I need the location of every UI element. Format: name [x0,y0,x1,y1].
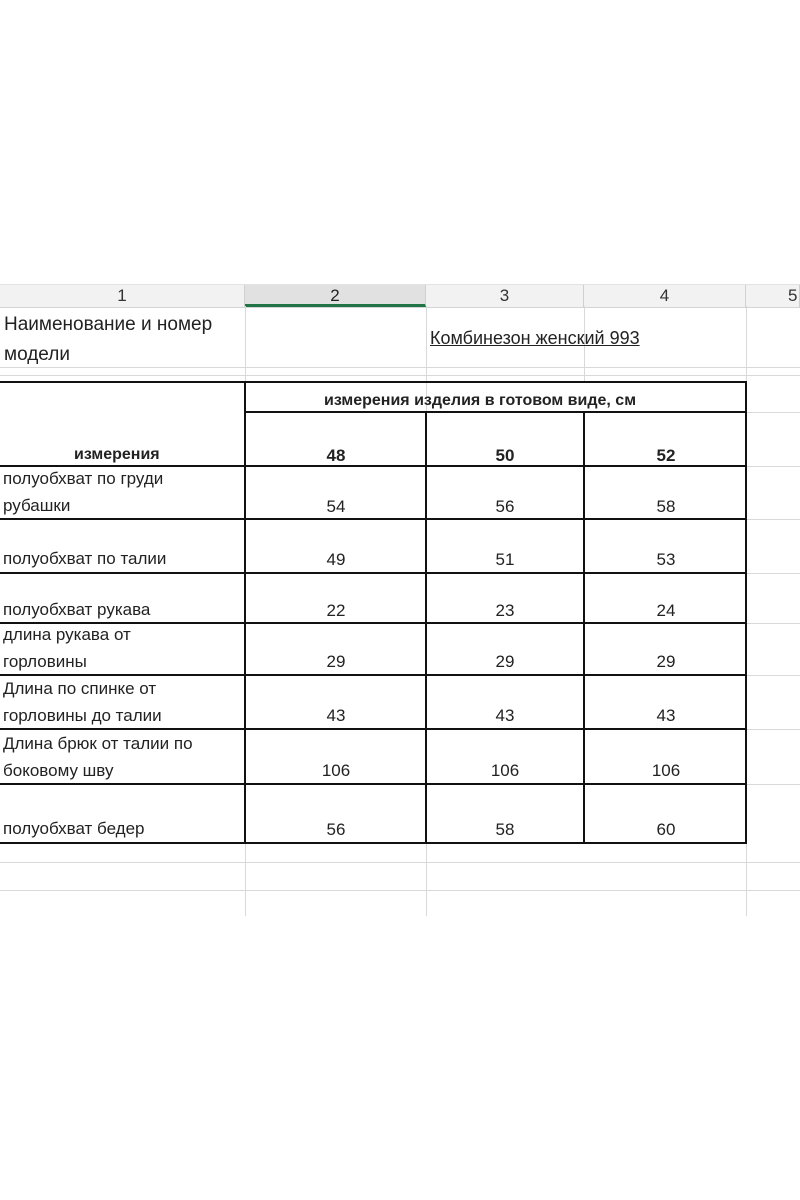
row-label[interactable]: полуобхват по талии [3,549,167,568]
cell-value[interactable]: 60 [656,820,676,839]
cell-value[interactable]: 43 [495,706,515,725]
cell-value[interactable]: 106 [490,761,520,780]
cell-value[interactable]: 106 [651,761,681,780]
cell-value[interactable]: 58 [656,497,676,516]
cell-value[interactable]: 29 [326,652,346,671]
measure-header[interactable]: измерения [74,446,160,463]
row-label[interactable]: длина рукава от [3,625,131,644]
row-label[interactable]: боковому шву [3,761,114,780]
cell-value[interactable]: 106 [321,761,351,780]
column-header-bar [0,284,800,308]
cell-value[interactable]: 22 [326,601,346,620]
cell-value[interactable]: 54 [326,497,346,516]
column-header-4[interactable]: 4 [584,285,746,307]
cell-value[interactable]: 29 [495,652,515,671]
cell-value[interactable]: 49 [326,550,346,569]
cell-value[interactable]: 43 [656,706,676,725]
row-label[interactable]: полуобхват рукава [3,600,151,619]
model-label-line2[interactable]: модели [4,344,70,365]
model-label-line1[interactable]: Наименование и номер [4,314,213,335]
row-label[interactable]: полуобхват бедер [3,819,145,838]
size-header-48[interactable]: 48 [326,446,346,465]
cell-value[interactable]: 58 [495,820,515,839]
size-header-50[interactable]: 50 [495,446,515,465]
cell-value[interactable]: 56 [495,497,515,516]
row-label[interactable]: рубашки [3,496,71,515]
cell-value[interactable]: 56 [326,820,346,839]
cell-value[interactable]: 53 [656,550,676,569]
column-header-2[interactable]: 2 [245,285,426,307]
size-header-52[interactable]: 52 [656,446,676,465]
row-label[interactable]: полуобхват по груди [3,469,164,488]
cell-value[interactable]: 23 [495,601,515,620]
row-label[interactable]: Длина по спинке от [3,679,157,698]
cell-value[interactable]: 43 [326,706,346,725]
cell-value[interactable]: 29 [656,652,676,671]
model-name-cell[interactable]: Комбинезон женский 993 [430,328,640,348]
column-header-1[interactable]: 1 [0,285,245,307]
group-header[interactable]: измерения изделия в готовом виде, см [324,392,637,409]
cell-value[interactable]: 51 [495,550,515,569]
column-header-5[interactable]: 5 [746,285,800,307]
column-header-3[interactable]: 3 [426,285,584,307]
row-label[interactable]: Длина брюк от талии по [3,734,193,753]
row-label[interactable]: горловины [3,652,87,671]
row-label[interactable]: горловины до талии [3,706,162,725]
cell-value[interactable]: 24 [656,601,676,620]
